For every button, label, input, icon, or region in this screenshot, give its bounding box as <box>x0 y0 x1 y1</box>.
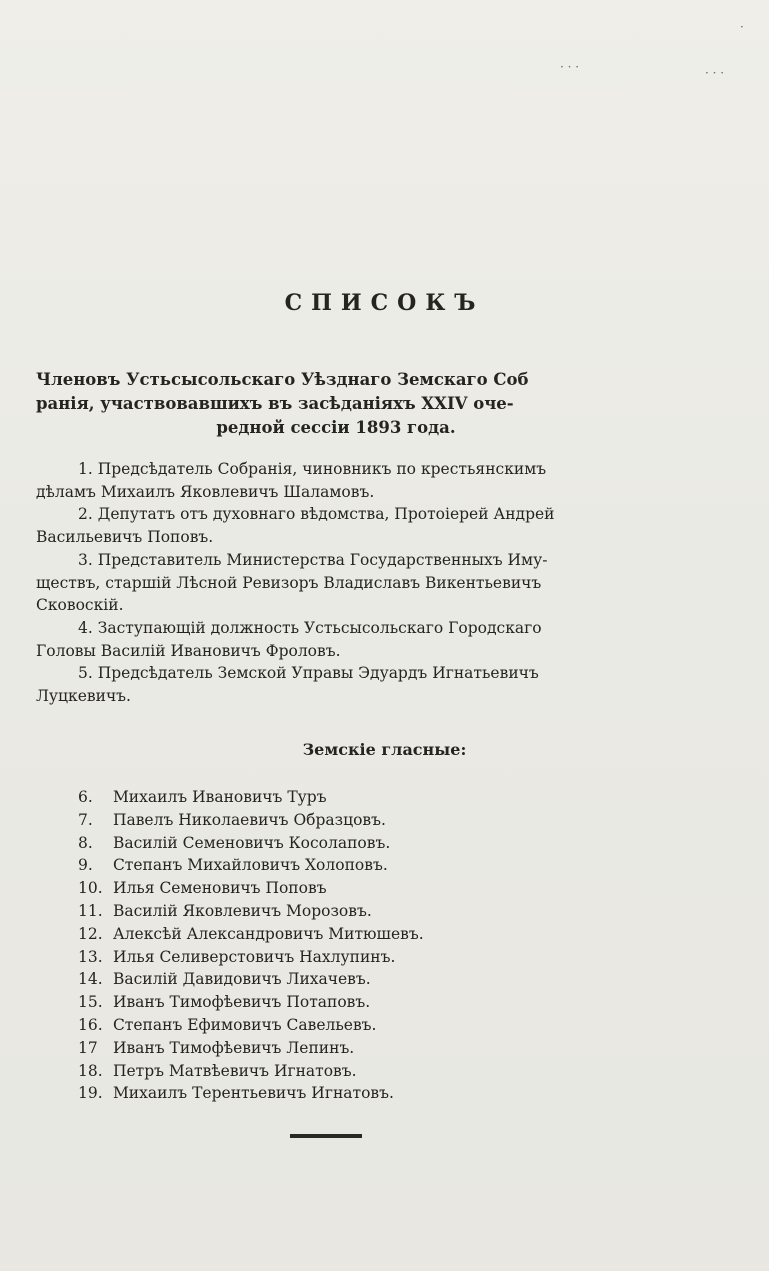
heading-line: Членовъ Устьсысольскаго Уѣзднаго Земскаго Соб <box>36 370 529 389</box>
list-item <box>78 832 598 855</box>
item-number: 19. <box>78 1084 103 1103</box>
official-paragraph <box>36 458 640 503</box>
list-item <box>78 900 598 923</box>
list-item <box>78 1060 598 1083</box>
paragraph-line: Луцкевичъ. <box>36 687 131 706</box>
list-item <box>78 809 598 832</box>
section-subheading: Земскіе гласные: <box>302 740 467 759</box>
paragraph-line: 1. Предсѣдатель Собранія, чиновникъ по крестьянскимъ <box>78 460 547 478</box>
member-name: Павелъ Николаевичъ Образцовъ. <box>112 810 386 829</box>
list-item <box>78 923 598 946</box>
member-name: Илья Селиверстовичъ Нахлупинъ. <box>112 947 396 966</box>
list-heading <box>36 368 636 440</box>
item-number: 14. <box>78 970 103 989</box>
list-item <box>78 946 598 969</box>
member-name: Степанъ Михайловичъ Холоповъ. <box>112 856 388 875</box>
list-item <box>78 968 598 991</box>
member-name: Илья Семеновичъ Поповъ <box>112 879 327 898</box>
list-item <box>78 877 598 900</box>
list-item <box>78 1037 598 1060</box>
list-item <box>78 991 598 1014</box>
members-list <box>78 786 598 1105</box>
item-number: 10. <box>78 879 103 898</box>
list-item <box>78 1014 598 1037</box>
item-number: 12. <box>78 924 103 943</box>
paragraph-line: Сковоскій. <box>36 596 124 615</box>
list-item <box>78 854 598 877</box>
scan-speck: · <box>740 20 744 34</box>
item-number: 6. <box>78 788 93 806</box>
official-paragraph <box>36 549 640 617</box>
member-name: Василій Яковлевичъ Морозовъ. <box>112 901 372 920</box>
member-name: Иванъ Тимофѣевичъ Лепинъ. <box>112 1038 355 1057</box>
section-divider <box>290 1134 362 1138</box>
scan-speck: · · · <box>560 60 580 74</box>
item-number: 11. <box>78 901 103 920</box>
member-name: Иванъ Тимофѣевичъ Потаповъ. <box>112 993 371 1012</box>
paragraph-line: Головы Василій Ивановичъ Фроловъ. <box>36 641 341 660</box>
item-number: 8. <box>78 833 93 852</box>
officials-section <box>36 458 640 708</box>
page-title: СПИСОКЪ <box>284 290 485 316</box>
item-number: 7. <box>78 810 93 829</box>
paragraph-line: 4. Заступающій должность Устьсысольскаго Городскаго <box>78 618 542 637</box>
member-name: Василій Давидовичъ Лихачевъ. <box>112 970 371 989</box>
item-number: 9. <box>78 856 93 875</box>
list-item <box>78 1082 598 1105</box>
official-paragraph <box>36 617 640 662</box>
official-paragraph <box>36 662 640 707</box>
paragraph-line: 5. Предсѣдатель Земской Управы Эдуардъ Игнатьевичъ <box>78 664 539 683</box>
paragraph-line: 2. Депутатъ отъ духовнаго вѣдомства, Протоіерей Андрей <box>78 505 555 524</box>
member-name: Петръ Матвѣевичъ Игнатовъ. <box>112 1061 357 1080</box>
heading-line: ранія, участвовавшихъ въ засѣданіяхъ XXIV оче- <box>36 394 514 413</box>
item-number: 13. <box>78 947 103 966</box>
item-number: 18. <box>78 1061 103 1080</box>
official-paragraph <box>36 503 640 548</box>
list-item <box>78 786 598 809</box>
paragraph-line: ществъ, старшій Лѣсной Ревизоръ Владиславъ Викентьевичъ <box>36 573 542 592</box>
item-number: 16. <box>78 1015 103 1034</box>
member-name: Михаилъ Терентьевичъ Игнатовъ. <box>112 1084 394 1103</box>
member-name: Михаилъ Ивановичъ Туръ <box>112 788 327 806</box>
item-number: 17 <box>78 1038 98 1057</box>
paragraph-line: 3. Представитель Министерства Государственныхъ Иму- <box>78 550 548 569</box>
member-name: Алексѣй Александровичъ Митюшевъ. <box>112 924 424 943</box>
paragraph-line: Васильевичъ Поповъ. <box>36 528 214 547</box>
paragraph-line: дѣламъ Михаилъ Яковлевичъ Шаламовъ. <box>36 482 375 501</box>
heading-line: редной сессіи 1893 года. <box>216 418 456 437</box>
member-name: Василій Семеновичъ Косолаповъ. <box>112 833 391 852</box>
member-name: Степанъ Ефимовичъ Савельевъ. <box>112 1015 377 1034</box>
item-number: 15. <box>78 993 103 1012</box>
scan-speck: · · · <box>705 66 725 80</box>
